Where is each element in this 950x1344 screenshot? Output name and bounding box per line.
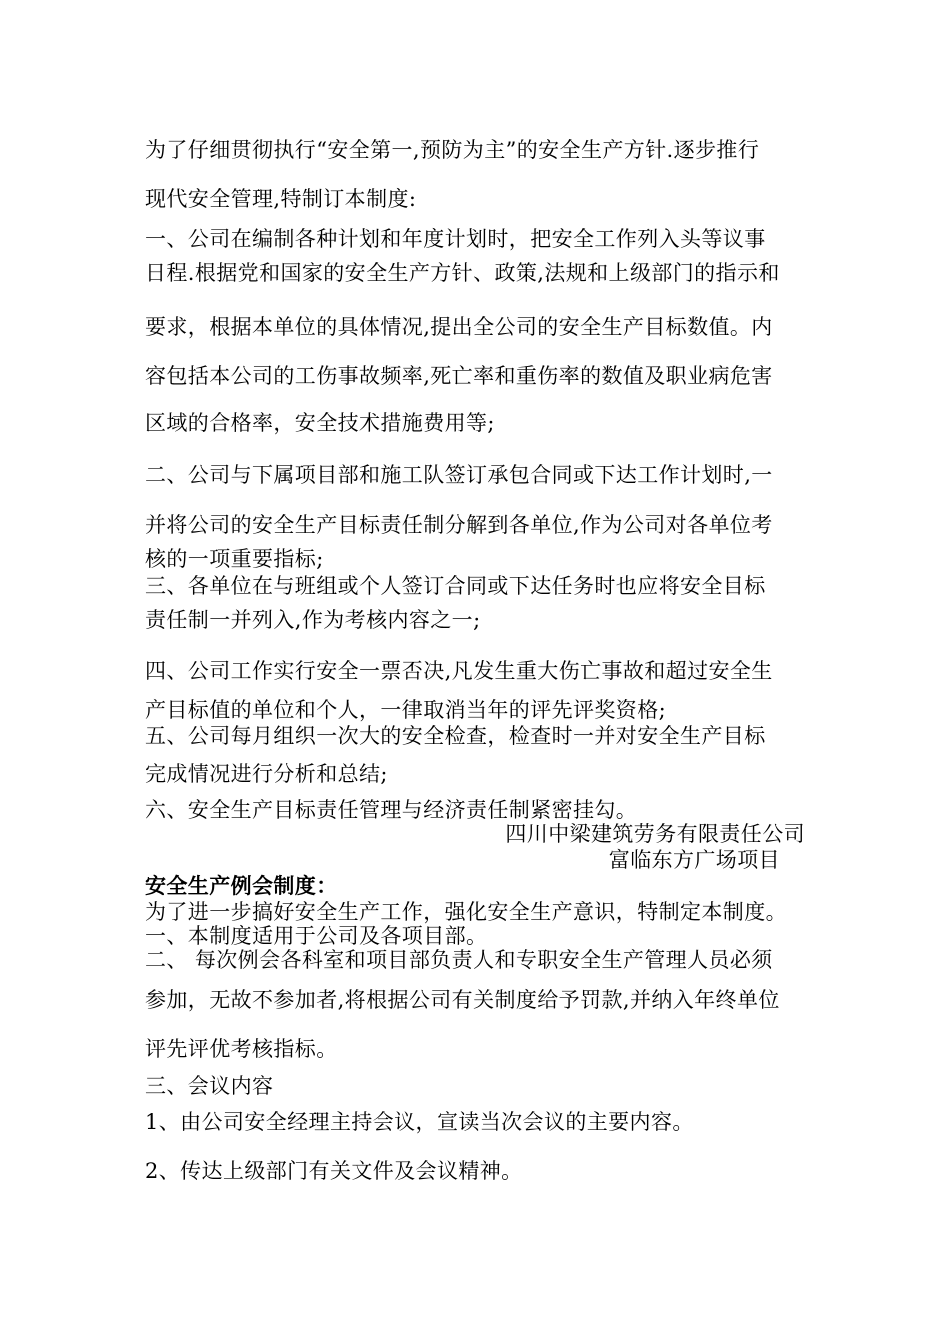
item-1-line-5: 区域的合格率，安全技术措施费用等;: [145, 411, 495, 435]
meeting-item-2-line-1: 二、 每次例会各科室和项目部负责人和专职安全生产管理人员必须: [145, 948, 773, 972]
item-5-line-1: 五、公司每月组织一次大的安全检查，检查时一并对安全生产目标: [145, 724, 766, 748]
meeting-item-3: 三、会议内容: [145, 1074, 274, 1098]
meeting-item-2-line-2: 参加，无故不参加者,将根据公司有关制度给予罚款,并纳入年终单位: [145, 988, 780, 1012]
item-1-line-1: 一、公司在编制各种计划和年度计划时，把安全工作列入头等议事: [145, 227, 766, 251]
paragraph-intro-line-1: 为了仔细贯彻执行“安全第一,预防为主”的安全生产方针.逐步推行: [145, 138, 760, 162]
meeting-sub-item-2: 2、传达上级部门有关文件及会议精神。: [145, 1159, 523, 1183]
meeting-sub-item-1: 1、由公司安全经理主持会议，宣读当次会议的主要内容。: [145, 1110, 694, 1134]
item-2-line-2: 并将公司的安全生产目标责任制分解到各单位,作为公司对各单位考: [145, 513, 773, 537]
meeting-item-2-line-3: 评先评优考核指标。: [145, 1037, 338, 1061]
item-1-line-3: 要求，根据本单位的具体情况,提出全公司的安全生产目标数值。内: [145, 315, 773, 339]
paragraph-intro-line-2: 现代安全管理,特制订本制度:: [145, 187, 417, 211]
item-4-line-1: 四、公司工作实行安全一票否决,凡发生重大伤亡事故和超过安全生: [145, 659, 773, 683]
meeting-intro: 为了进一步搞好安全生产工作，强化安全生产意识，特制定本制度。: [145, 900, 787, 924]
signature-company: 四川中梁建筑劳务有限责任公司: [505, 822, 805, 846]
item-4-line-2: 产目标值的单位和个人，一律取消当年的评先评奖资格;: [145, 698, 667, 722]
item-1-line-2: 日程.根据党和国家的安全生产方针、政策,法规和上级部门的指示和: [145, 261, 780, 285]
signature-project: 富临东方广场项目: [608, 848, 780, 872]
item-5-line-2: 完成情况进行分析和总结;: [145, 762, 388, 786]
item-2-line-3: 核的一项重要指标;: [145, 547, 324, 571]
item-2-line-1: 二、公司与下属项目部和施工队签订承包合同或下达工作计划时,一: [145, 463, 773, 487]
item-1-line-4: 容包括本公司的工伤事故频率,死亡率和重伤率的数值及职业病危害: [145, 364, 773, 388]
meeting-item-1: 一、本制度适用于公司及各项目部。: [145, 924, 488, 948]
item-6-line-1: 六、安全生产目标责任管理与经济责任制紧密挂勾。: [145, 798, 638, 822]
section-title: 安全生产例会制度：: [145, 874, 338, 898]
item-3-line-2: 责任制一并列入,作为考核内容之一;: [145, 608, 481, 632]
item-3-line-1: 三、各单位在与班组或个人签订合同或下达任务时也应将安全目标: [145, 574, 766, 598]
